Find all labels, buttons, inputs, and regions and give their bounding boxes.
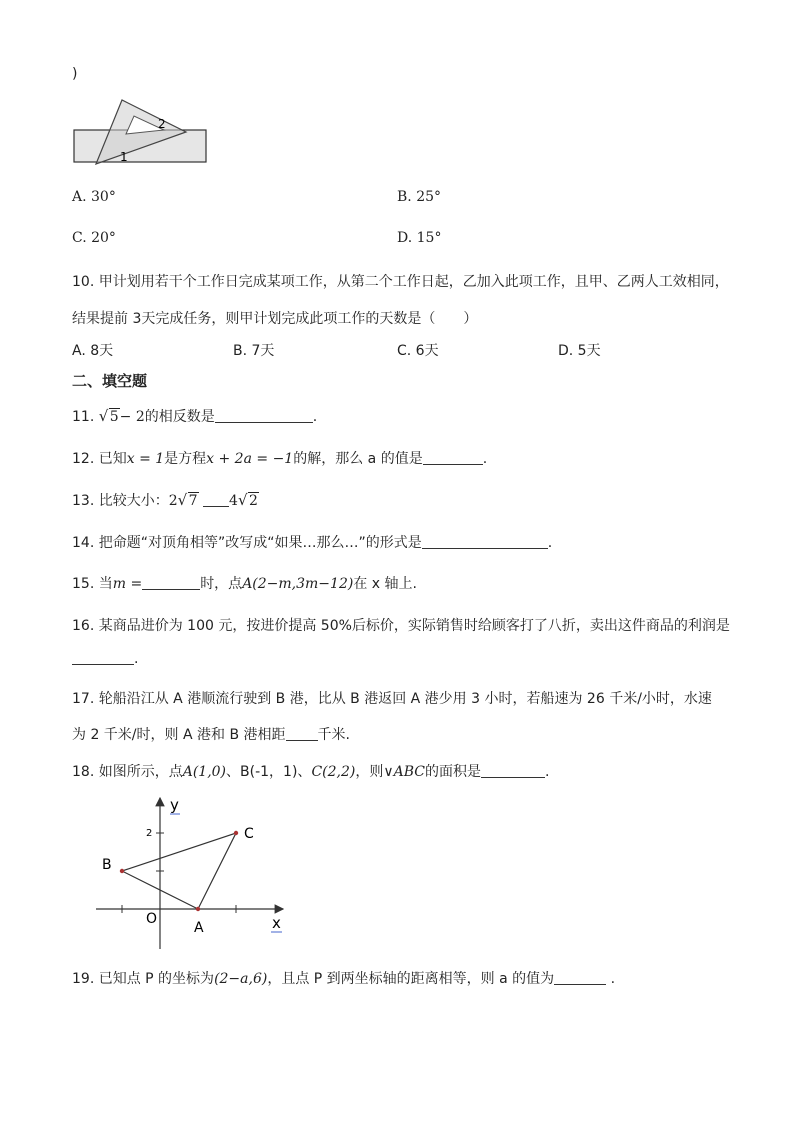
sqrt-2: √ 2 bbox=[238, 493, 259, 509]
q10-line1: 10. 甲计划用若干个工作日完成某项工作，从第二个工作日起，乙加入此项工作，且甲、乙两人工效相同， bbox=[72, 274, 729, 290]
point-a: A(1,0) bbox=[182, 764, 227, 780]
question-11: 11. √ 5− 2的相反数是 . bbox=[72, 406, 317, 426]
point-a-dot bbox=[196, 907, 200, 911]
section-title: 二、填空题 bbox=[72, 372, 148, 390]
point-b-dot bbox=[120, 869, 124, 873]
angle-1-label: 1 bbox=[120, 150, 128, 164]
question-14: 14. 把命题“对顶角相等”改写成“如果…那么…”的形式是 . bbox=[72, 535, 553, 551]
sqrt-5: √ 5 bbox=[99, 409, 120, 425]
point-p-expression: (2−a,6) bbox=[214, 971, 268, 987]
question-16-line2: . bbox=[72, 650, 138, 667]
coordinate-figure bbox=[90, 792, 290, 952]
point-c: C(2,2) bbox=[311, 764, 356, 780]
q9-option-c: C. 20° bbox=[72, 230, 116, 246]
answer-blank[interactable] bbox=[215, 408, 313, 423]
y-tick-2-label: 2 bbox=[146, 828, 153, 839]
label-a: A bbox=[194, 920, 204, 936]
point-a-expression: A(2−m,3m−12) bbox=[242, 576, 354, 592]
label-b: B bbox=[102, 857, 112, 873]
question-12: 12. 已知x = 1是方程x + 2a = −1的解，那么 a 的值是 . bbox=[72, 451, 488, 467]
question-19: 19. 已知点 P 的坐标为(2−a,6)，且点 P 到两坐标轴的距离相等，则 a 的值为 . bbox=[72, 971, 616, 987]
triangle-abc: ∨ABC bbox=[383, 764, 425, 780]
answer-blank[interactable] bbox=[72, 650, 134, 665]
question-18: 18. 如图所示，点A(1,0)、B(-1，1)、C(2,2)，则∨ABC的面积是 . bbox=[72, 764, 550, 780]
ruler-triangle-figure bbox=[70, 96, 210, 168]
q9-option-d: D. 15° bbox=[397, 230, 442, 246]
question-15: 15. 当m = 时，点A(2−m,3m−12)在 x 轴上. bbox=[72, 576, 417, 592]
question-16-line1: 16. 某商品进价为 100 元，按进价提高 50%后标价，实际销售时给顾客打了八折，卖出这件商品的利润是 bbox=[72, 618, 730, 634]
equation-x-1: x = 1 bbox=[126, 451, 165, 467]
triangle-abc-shape bbox=[122, 833, 236, 909]
answer-blank[interactable] bbox=[142, 575, 200, 590]
q10-option-d: D. 5天 bbox=[558, 343, 601, 359]
origin-label: O bbox=[146, 911, 158, 927]
x-axis-label: x bbox=[272, 914, 281, 932]
question-17-line1: 17. 轮船沿江从 A 港顺流行驶到 B 港，比从 B 港返回 A 港少用 3 小时，若船速为 26 千米/小时，水速 bbox=[72, 691, 712, 707]
question-17-line2: 为 2 千米/时，则 A 港和 B 港相距 千米. bbox=[72, 727, 350, 743]
answer-blank[interactable] bbox=[286, 726, 318, 741]
top-fragment: ) bbox=[72, 66, 78, 82]
q9-option-b: B. 25° bbox=[397, 189, 442, 205]
equation: x + 2a = −1 bbox=[206, 451, 294, 467]
q9-option-a: A. 30° bbox=[72, 189, 116, 205]
sqrt-7: √ 7 bbox=[178, 493, 199, 509]
point-c-dot bbox=[234, 831, 238, 835]
answer-blank[interactable] bbox=[481, 763, 545, 778]
y-axis-label: y bbox=[170, 796, 179, 814]
angle-2-label: 2 bbox=[158, 117, 166, 131]
q10-line2: 结果提前 3天完成任务，则甲计划完成此项工作的天数是（ ） bbox=[72, 311, 478, 327]
answer-blank[interactable] bbox=[554, 970, 606, 985]
q10-option-c: C. 6天 bbox=[397, 343, 439, 359]
answer-blank[interactable] bbox=[422, 534, 548, 549]
question-13: 13. 比较大小：2√ 7 4√ 2 bbox=[72, 490, 259, 510]
q10-option-a: A. 8天 bbox=[72, 343, 114, 359]
label-c: C bbox=[244, 826, 254, 842]
answer-blank[interactable] bbox=[423, 450, 483, 465]
answer-blank[interactable] bbox=[203, 492, 229, 507]
q10-option-b: B. 7天 bbox=[233, 343, 275, 359]
